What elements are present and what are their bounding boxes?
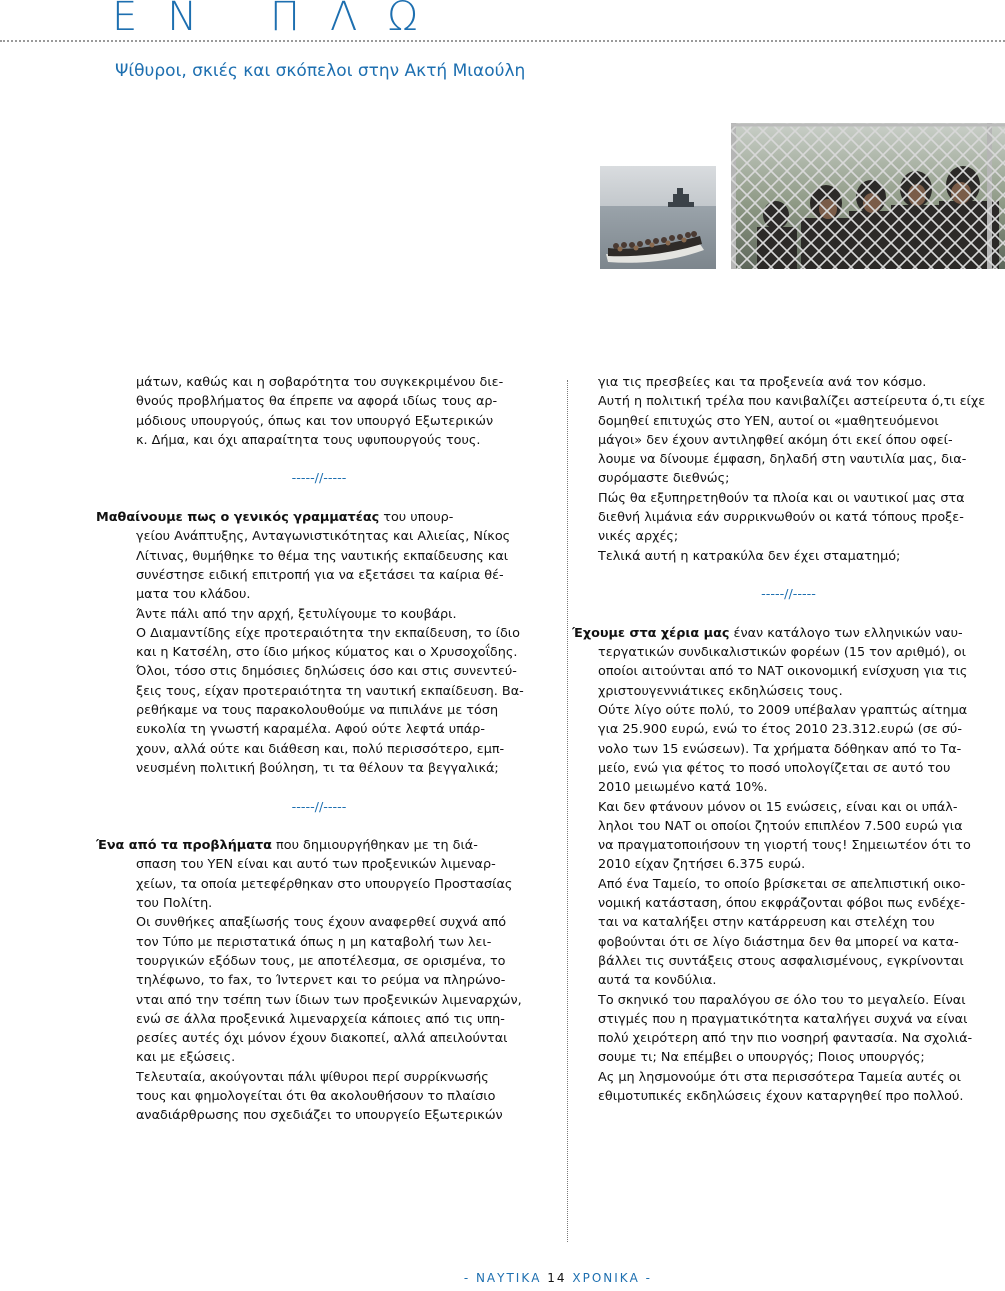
text-line: και με εξώσεις. xyxy=(136,1050,236,1066)
text-line: χριστουγεννιάτικες εκδηλώσεις τους. xyxy=(598,683,843,699)
text-line: στιγμές που η πραγματικότητα καταλήγει συχνά να είναι xyxy=(598,1011,968,1027)
text-line: αναδιάρθρωσης που σχεδιάζει το υπουργείο Εξωτερικών xyxy=(136,1108,503,1124)
text-fragment: του υπουρ- xyxy=(379,510,454,526)
text-line: δομηθεί επιτυχώς στο ΥΕΝ, αυτοί οι «μαθητευόμενοι xyxy=(598,413,939,429)
text-line: νται από την τσέπη των ίδιων των προξενικών λιμεναρχών, xyxy=(136,992,522,1008)
text-line: Άντε πάλι από την αρχή, ξετυλίγουμε το κουβάρι. xyxy=(136,606,457,622)
text-line: αυτά τα κονδύλια. xyxy=(598,973,717,989)
text-line: ρεθήκαμε να τους παρακολουθούμε να πιπιλάνε με τόση xyxy=(136,703,499,719)
boat-photo xyxy=(600,166,716,269)
section-separator: -----//----- xyxy=(291,799,347,815)
text-line: Οι συνθήκες απαξίωσής τους έχουν αναφερθεί συχνά από xyxy=(136,915,507,931)
text-line: Ας μη λησμονούμε ότι στα περισσότερα Ταμεία αυτές οι xyxy=(598,1069,961,1085)
header-divider xyxy=(0,40,1005,42)
page-footer xyxy=(0,1271,1005,1285)
text-line: ματα του κλάδου. xyxy=(136,587,251,603)
text-line: οποίοι αιτούνται από το ΝΑΤ οικονομική ενίσχυση για τις xyxy=(598,664,968,680)
text-line: Το σκηνικό του παραλόγου σε όλο του το μεγαλείο. Είναι xyxy=(598,992,966,1008)
text-line: εθιμοτυπικές εκδηλώσεις έχουν καταργηθεί προ πολλού. xyxy=(598,1088,964,1104)
text-line: τουργικών εξόδων τους, με αποτέλεσμα, σε ορισμένα, το xyxy=(136,953,506,969)
section-kicker: ΕΝ ΠΛΩ xyxy=(112,0,448,40)
text-line: νικές αρχές; xyxy=(598,529,679,545)
paragraph-lead-line xyxy=(572,624,1005,643)
article-headline: Ψίθυροι, σκιές και σκόπελοι στην Ακτή Μιαούλη xyxy=(115,61,526,81)
text-line: 2010 είχαν ζητήσει 6.375 ευρώ. xyxy=(598,857,806,873)
text-line: κ. Δήμα, και όχι απαραίτητα τους υφυπουργούς τους. xyxy=(136,432,481,448)
fence-photo xyxy=(731,123,1005,269)
text-line: Αυτή η πολιτική τρέλα που κανιβαλίζει αστείρευτα ό,τι είχε xyxy=(598,394,986,410)
text-line: χουν, αλλά ούτε και διάθεση και, πολύ περισσότερο, εμπ- xyxy=(136,741,505,757)
text-line: για 25.900 ευρώ, ενώ το έτος 2010 23.312.ευρώ (σε σύ- xyxy=(598,722,962,738)
section-separator: -----//----- xyxy=(761,587,816,603)
text-line: θνούς προβλήματος θα έπρεπε να αφορά ιδίως τους αρ- xyxy=(136,394,498,410)
text-line: ξεις τους, είχαν προτεραιότητα τη ναυτική εκπαίδευση. Βα- xyxy=(136,683,524,699)
text-line: του Πολίτη. xyxy=(136,896,213,912)
text-line: φοβούνται ότι σε λίγο διάστημα δεν θα μπορεί να κατα- xyxy=(598,934,959,950)
text-line: Τελευταία, ακούγονται πάλι ψίθυροι περί συρρίκνωσής xyxy=(136,1069,489,1085)
text-line: διεθνή λιμάνια εάν συρρικνωθούν οι κατά τόπους προξε- xyxy=(598,510,964,526)
text-line: μόδιους υπουργούς, όπως και τον υπουργό Εξωτερικών xyxy=(136,413,494,429)
paragraph-lead-line xyxy=(96,508,542,527)
text-line: Τελικά αυτή η κατρακύλα δεν έχει σταματημό; xyxy=(598,548,901,564)
text-line: συρόμαστε διεθνώς; xyxy=(598,471,730,487)
text-line: συνέστησε ειδική επιτροπή για να εξετάσει τα καίρια θέ- xyxy=(136,567,504,583)
text-line: και η Κατσέλη, στο ίδιο μήκος κύματος και ο Χρυσοχοΐδης. xyxy=(136,645,518,661)
text-line: βάλλει τις συντάξεις στους ασφαλισμένους, εγκρίνονται xyxy=(598,953,964,969)
text-line: ληλοι του ΝΑΤ οι οποίοι ζητούν επιπλέον 7.500 ευρώ για xyxy=(598,818,963,834)
text-line: Όλοι, τόσο στις δημόσιες δηλώσεις όσο και στις συνεντεύ- xyxy=(136,664,517,680)
text-line: τεργατικών συνδικαλιστικών φορέων (15 τον αριθμό), οι xyxy=(598,645,966,661)
text-line: γείου Ανάπτυξης, Ανταγωνιστικότητας και Αλιείας, Νίκος xyxy=(136,529,511,545)
paragraph-lead: Ένα από τα προβλήματα xyxy=(96,838,272,854)
text-fragment: έναν κατάλογο των ελληνικών ναυ- xyxy=(729,625,963,641)
text-line: μάτων, καθώς και η σοβαρότητα του συγκεκριμένου διε- xyxy=(136,375,504,390)
text-line: τον Τύπο με περιστατικά όπως η μη καταβολή των λει- xyxy=(136,934,492,950)
paragraph-lead: Μαθαίνουμε πως ο γενικός γραμματέας xyxy=(96,510,380,526)
text-line: Και δεν φτάνουν μόνον οι 15 ενώσεις, είναι και οι υπάλ- xyxy=(598,799,958,815)
text-line: Πώς θα εξυπηρετηθούν τα πλοία και οι ναυτικοί μας στα xyxy=(598,490,965,506)
text-line: Από ένα Ταμείο, το οποίο βρίσκεται σε απελπιστική οικο- xyxy=(598,876,966,892)
text-line: ρεσίες αυτές όχι μόνον έχουν διακοπεί, αλλά απειλούνται xyxy=(136,1031,508,1047)
text-line: χείων, τα οποία μετεφέρθηκαν στο υπουργείο Προστασίας xyxy=(136,876,513,892)
page-number: 14 xyxy=(547,1271,567,1285)
text-line: μείο, ενώ για φέτος το ποσό υπολογίζεται σε αυτό του xyxy=(598,760,951,776)
paragraph-lead-line xyxy=(96,836,542,855)
text-line: να πραγματοποιήσουν τη γιορτή τους! Σημειωτέον ότι το xyxy=(598,838,971,854)
text-line: νολο των 15 ενώσεων). Τα χρήματα δόθηκαν από το Τα- xyxy=(598,741,962,757)
text-line: λουμε να δίνουμε έμφαση, δηλαδή στη ναυτιλία μας, δια- xyxy=(598,452,967,468)
text-line: μάγοι» δεν έχουν αντιληφθεί ακόμη ότι εκεί όπου οφεί- xyxy=(598,432,953,448)
footer-right: ΧΡΟΝΙΚΑ - xyxy=(572,1271,652,1285)
text-line: τους και φημολογείται ότι θα ακολουθήσουν το πλαίσιο xyxy=(136,1088,496,1104)
text-line: Ούτε λίγο ούτε πολύ, το 2009 υπέβαλαν γραπτώς αίτημα xyxy=(598,703,968,719)
text-line: ευκολία τη γνωστή καραμέλα. Αφού ούτε λεφτά υπάρ- xyxy=(136,722,485,738)
left-column xyxy=(96,373,542,1126)
paragraph-lead: Έχουμε στα χέρια μας xyxy=(572,625,730,641)
footer-left: - ΝΑΥΤΙΚΑ xyxy=(463,1271,542,1285)
text-line: 2010 μειωμένο κατά 10%. xyxy=(598,780,768,796)
text-line: σπαση του ΥΕΝ είναι και αυτό των προξενικών λιμεναρ- xyxy=(136,857,496,873)
text-line: πολύ χειρότερη από την πιο νοσηρή φαντασία. Να σχολιά- xyxy=(598,1031,973,1047)
text-line: για τις πρεσβείες και τα προξενεία ανά τον κόσμο. xyxy=(598,375,927,390)
text-line: σουμε τι; Να επέμβει ο υπουργός; Ποιος υπουργός; xyxy=(598,1050,925,1066)
text-line: ενώ σε άλλα προξενικά λιμεναρχεία κάποιες από τις υπη- xyxy=(136,1011,505,1027)
text-line: ται να καταλήξει στην κατάρρευση και στελέχη του xyxy=(598,915,935,931)
text-line: νευσμένη πολιτική βούληση, τι τα θέλουν τα βεγγαλικά; xyxy=(136,760,499,776)
text-fragment: που δημιουργήθηκαν με τη διά- xyxy=(271,838,478,854)
text-line: τηλέφωνο, το fax, το Ίντερνετ και το ρεύμα να πληρώνο- xyxy=(136,973,506,989)
section-separator: -----//----- xyxy=(291,471,347,487)
column-divider xyxy=(567,380,568,1242)
text-line: Λίτινας, θυμήθηκε το θέμα της ναυτικής εκπαίδευσης και xyxy=(136,548,509,564)
text-line: νομική κατάσταση, όπου εκφράζονται φόβοι πως ενδέχε- xyxy=(598,896,966,912)
right-column xyxy=(572,373,1005,1106)
text-line: Ο Διαμαντίδης είχε προτεραιότητα την εκπαίδευση, το ίδιο xyxy=(136,625,520,641)
